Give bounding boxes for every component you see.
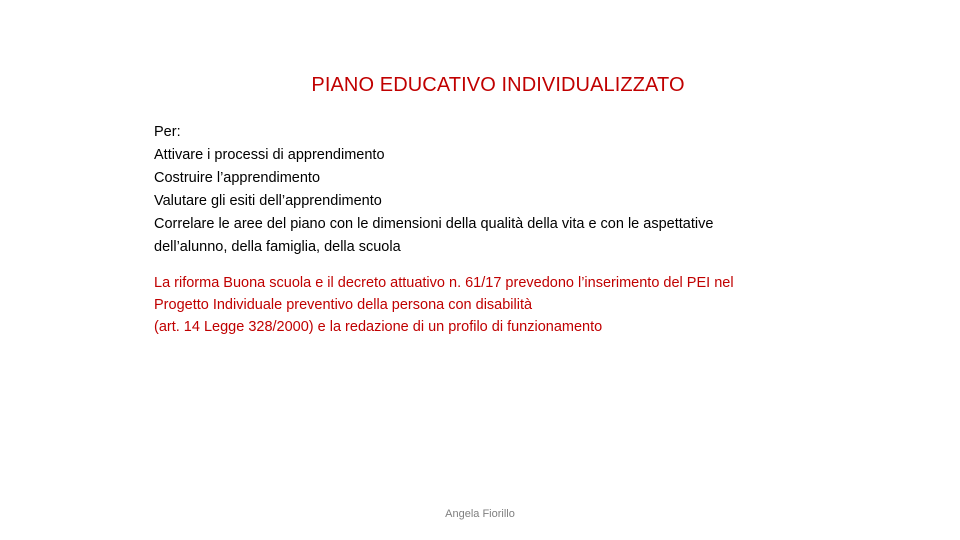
footer-author: Angela Fiorillo [445, 508, 515, 520]
intro-line: Attivare i processi di apprendimento [154, 147, 385, 163]
intro-line: dell’alunno, della famiglia, della scuola [154, 239, 401, 255]
intro-line: Per: [154, 124, 181, 140]
note-line: (art. 14 Legge 328/2000) e la redazione di un profilo di funzionamento [154, 319, 603, 335]
note-line: Progetto Individuale preventivo della persona con disabilità [154, 297, 533, 313]
intro-text-block [154, 121, 844, 259]
intro-line: Correlare le aree del piano con le dimensioni della qualità della vita e con le aspettative [154, 216, 714, 232]
intro-line: Valutare gli esiti dell’apprendimento [154, 193, 382, 209]
reform-note-block [154, 272, 854, 338]
note-line: La riforma Buona scuola e il decreto attuativo n. 61/17 prevedono l’inserimento del PEI nel [154, 275, 734, 291]
intro-line: Costruire l’apprendimento [154, 170, 321, 186]
slide-title: PIANO EDUCATIVO INDIVIDUALIZZATO [311, 74, 685, 96]
